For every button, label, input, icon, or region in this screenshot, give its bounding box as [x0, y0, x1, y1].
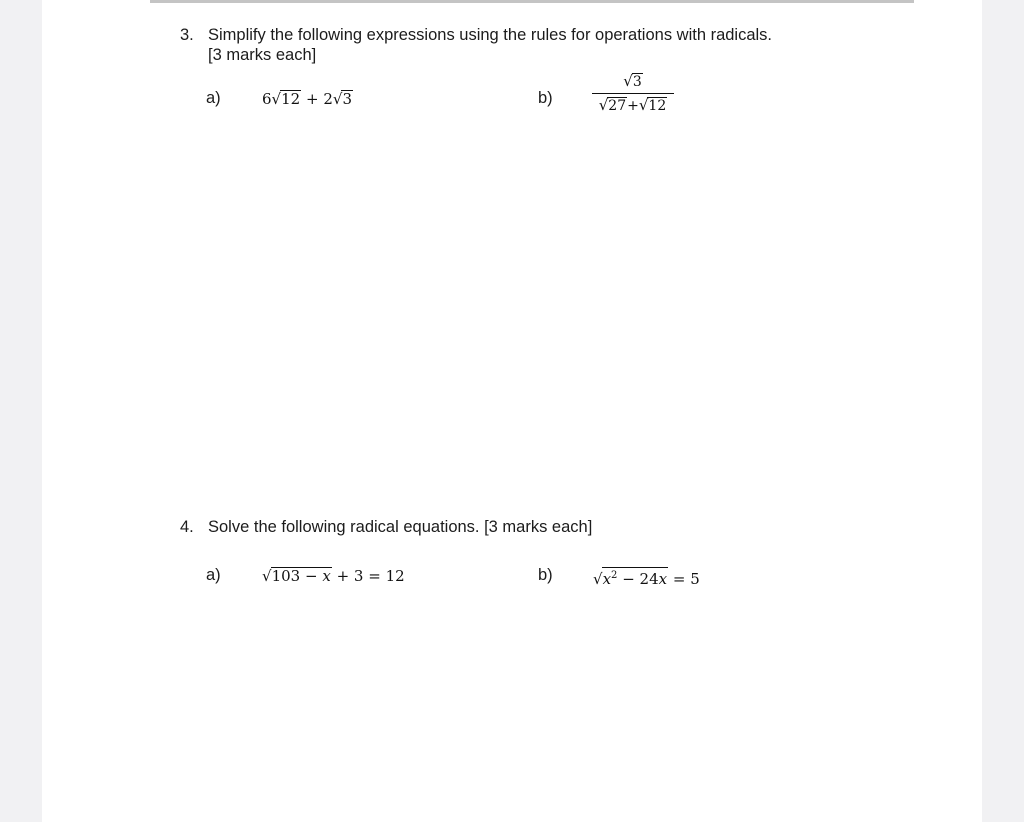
q3-part-a-expression: 6√12 + 2√3: [262, 90, 352, 108]
fraction-numerator: √3: [623, 72, 642, 90]
q4-part-b-label: b): [538, 566, 553, 584]
q4-part-a-label: a): [206, 566, 221, 584]
question-3-number: 3.: [180, 26, 194, 44]
sqrt-3: √3: [332, 90, 352, 108]
worksheet-page: [42, 0, 982, 822]
q4-part-a-equation: √103 − x + 3 = 12: [262, 567, 405, 585]
page-top-rule: [150, 0, 914, 3]
sqrt-x-squared-minus-24x: $√x^2 - 24x$: [593, 567, 668, 588]
sqrt-12: √12: [271, 90, 301, 108]
question-3-marks: [3 marks each]: [208, 46, 317, 64]
fraction-denominator: √27+√12: [598, 96, 667, 115]
q3-part-b-fraction: [592, 72, 674, 114]
q3-part-a-label: a): [206, 89, 221, 107]
q3-part-b-label: b): [538, 89, 553, 107]
question-4-text: Solve the following radical equations. [3 marks each]: [208, 518, 593, 536]
question-4-number: 4.: [180, 518, 194, 536]
sqrt-103-minus-x: √103 − x: [262, 567, 331, 585]
question-3-text: Simplify the following expressions using the rules for operations with radicals.: [208, 26, 773, 44]
q4-part-b-equation: $√x^2 - 24x = 5$: [593, 567, 700, 588]
